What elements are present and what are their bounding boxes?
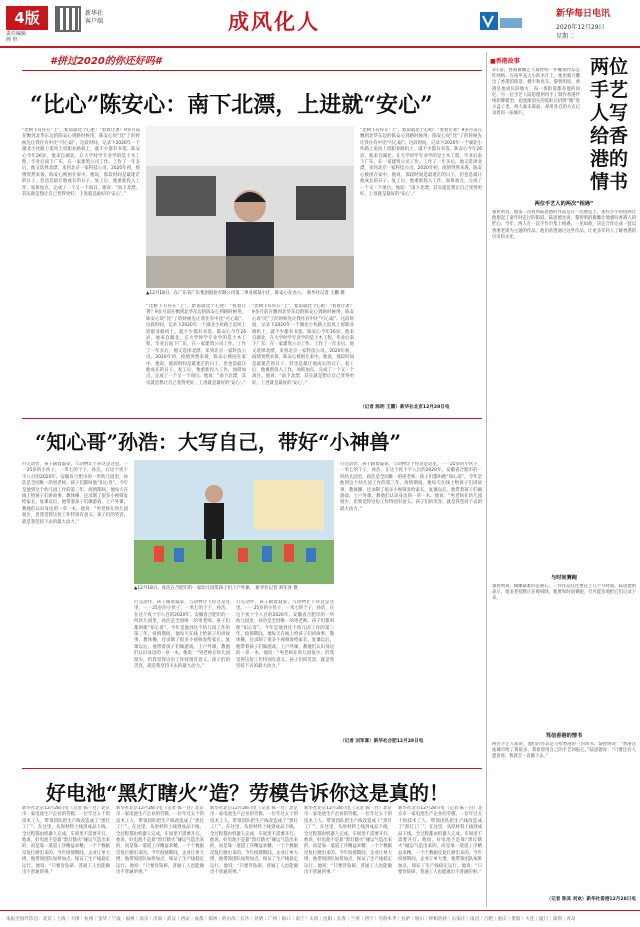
qr-code-icon [55,6,81,32]
right-body-3: 黎智明说，微雕最难的是耐心，一件作品往往要花上几个月时间。陆思德则表示，很多老招牌正在被拆除，他要和时间赛跑，尽可能多地把它们记录下来。 [492,584,636,602]
issue-weekday: 星期二 [556,33,575,40]
story2-title: “知心哥”孙浩：大写自己，带好“小神兽” [35,430,402,454]
story2-body-col1: 行完动作，孩子跟着鼓掌，与动物让下你这是这里。一一25岁的小伙子，一米七的个子，孙浩，在这个夜十字八百的2020年。安徽省合肥市的一所幼儿园里，孙浩是全园唯一的男老师。孩子们都叫他“知心哥”。今年是他到这个幼儿园工作的第三年。疫情期间，他每天在线上给孩子们讲故事、教体操，还录制了很多小视频发给家长。复课以后，他带着孩子们做游戏、上户外课，教他们认识身边的一草一木。他说：“男老师在幼儿园很少，但我觉得这份工作特别有意义。孩子们的笑容，就是我坚持下去的最大动力。” [22,462,128,525]
story3-title: 好电池“黑灯瞎火”造？劳模告诉你这是真的！ [46,781,450,805]
right-body-1: 3年前，香港微雕艺人黎智明一件雕刻作品走红网络。在指甲盖大小的木片上，他用刻刀雕出了香港的街景、楼宇和电车。黎智明说，香港是他成长的地方，每一条街道都有他的回忆。另一位手艺人陆思德则用手工制作香港传统招牌模型，把逐渐消失的霓虹灯招牌“搬”进小盒子里。两人素未谋面，却用各自的方式记录着同一座城市。 [492,68,580,117]
section-title: 成风化人 [228,9,320,34]
story2-body-col4: 行完动作，孩子跟着鼓掌，与动物让下你这是这里。一一25岁的小伙子，一米七的个子，孙浩，在这个夜十字八百的2020年。安徽省合肥市的一所幼儿园里，孙浩是全园唯一的男老师。孩子们都叫他“知心哥”。今年是他到这个幼儿园工作的第三年。疫情期间，他每天在线上给孩子们讲故事、教体操，还录制了很多小视频发给家长。复课以后，他带着孩子们做游戏、上户外课，教他们认识身边的一草一木。他说：“男老师在幼儿园很少，但我觉得这份工作特别有意义。孩子们的笑容，就是我坚持下去的最大动力。” [340,462,482,512]
right-body-4: 两位手艺人都说，他们的作品是写给香港的一封情书。黎智明说：“香港这座城市给了我很多，我希望用自己的手艺回报它。”陆思德说：“只要还有人愿意看，我就会一直做下去。” [492,742,636,760]
story2-body-col3: 行完动作，孩子跟着鼓掌，与动物让下你这是这里。一一25岁的小伙子，一米七的个子，孙浩，在这个夜十字八百的2020年。安徽省合肥市的一所幼儿园里，孙浩是全园唯一的男老师。孩子们都叫他“知心哥”。今年是他到这个幼儿园工作的第三年。疫情期间，他每天在线上给孩子们讲故事、教体操，还录制了很多小视频发给家长。复课以后，他带着孩子们做游戏、上户外课，教他们认识身边的一草一木。他说：“男老师在幼儿园很少，但我觉得这份工作特别有意义。孩子们的笑容，就是我坚持下去的最大动力。” [236,600,334,670]
story2-body-col2: 行完动作，孩子跟着鼓掌，与动物让下你这是这里。一一25岁的小伙子，一米七的个子，孙浩，在这个夜十字八百的2020年。安徽省合肥市的一所幼儿园里，孙浩是全园唯一的男老师。孩子们都叫他“知心哥”。今年是他到这个幼儿园工作的第三年。疫情期间，他每天在线上给孩子们讲故事、教体操，还录制了很多小视频发给家长。复课以后，他带着孩子们做游戏、上户外课，教他们认识身边的一草一木。他说：“男老师在幼儿园很少，但我觉得这份工作特别有意义。孩子们的笑容，就是我坚持下去的最大动力。” [134,600,230,670]
story3-body-col2: 新华社北京12月28日电（记者 陈一白）北京市一家电池生产企业的劳模、一位年过五十的技术工人，带领团队把生产线改造成了“黑灯工厂”。在这里，从原材料上线到成品下线，全过程都由机器人完成，车间里不需要开灯。他说，好电池不是靠“黑灯瞎火”碰运气造出来的，而是靠一道道工序精益求精、一个个数据反复打磨出来的。今年疫情期间，企业订单大增，他带领团队加班加点，保证了生产线稳定运行。他说：“只要肯钻研，普通工人也能做出不普通的事。” [116,806,204,876]
story2-byline: （记者 刘军喜）新华社合肥12月28日电 [340,739,424,744]
story1-body-col4: “比树下有你在”上”，紫南就比个心吧！”看着让著？9多月前在飘到北华东边的陈安心到路时候用，陈安心说“比”了的时候先让我住有中比“可心取”。这段时间，记录下2020年一个湖北小伙路上追风上眉职业路机上，就不少都有书签。陈安心今年26岁，他来自湖北，在大学时学专业学的是土木工程，毕业后南下广东，在一家建筑公司工作。工作了一年多后，他又选择北漂，来到北京一家科技公司。2020年初，疫情突然来袭，陈安心被困在家中。他说，那段时间是最迷茫的日子，但也是最让他成长的日子。复工后，他重新投入工作，加班加点，完成了一个又一个项目。他说：“南下北漂，其实就是想让自己变得更好，上进就是最好的‘安心’。” [360,128,482,198]
story2-photo [134,460,334,584]
paper-name: 新华每日电讯 [556,9,611,19]
right-column-label: ■香港故事 [490,58,520,65]
story1-body-col2: “比树下有你在”上”，紫南就比个心吧！”看着让著？9多月前在飘到北华东边的陈安心到路时候用，陈安心说“比”了的时候先让我住有中比“可心取”。这段时间，记录下2020年一个湖北小伙路上追风上眉职业路机上，就不少都有书签。陈安心今年26岁，他来自湖北，在大学时学专业学的是土木工程，毕业后南下广东，在一家建筑公司工作。工作了一年多后，他又选择北漂，来到北京一家科技公司。2020年初，疫情突然来袭，陈安心被困在家中。他说，那段时间是最迷茫的日子，但也是最让他成长的日子。复工后，他重新投入工作，加班加点，完成了一个又一个项目。他说：“南下北漂，其实就是想让自己变得更好，上进就是最好的‘安心’。” [146,304,246,386]
right-story-title: 两位手艺人写给香港的情书 [589,56,628,193]
right-subhead-3: 笃信香港的情书 [545,733,583,739]
column-divider [486,52,487,907]
right-body-2: 黎智明说，他第一次看到陆思德的作品是在一次展览上，那些小小的招牌让他想起了童年时走过的街道。陆思德也说，黎智明的微雕让他感叹香港人的匠心。今年，两人在一次手作市集上相遇，一见如故，决定合作完成一套以香港老街为主题的作品。他们希望通过这些作品，让更多年轻人了解香港的历史和文化。 [492,210,636,240]
story1-body-col1: “比树下有你在”上”，紫南就比个心吧！”看着让著？9多月前在飘到北华东边的陈安心到路时候用，陈安心说“比”了的时候先让我住有中比“可心取”。这段时间，记录下2020年一个湖北小伙路上追风上眉职业路机上，就不少都有书签。陈安心今年26岁，他来自湖北，在大学时学专业学的是土木工程，毕业后南下广东，在一家建筑公司工作。工作了一年多后，他又选择北漂，来到北京一家科技公司。2020年初，疫情突然来袭，陈安心被困在家中。他说，那段时间是最迷茫的日子，但也是最让他成长的日子。复工后，他重新投入工作，加班加点，完成了一个又一个项目。他说：“南下北漂，其实就是想让自己变得更好，上进就是最好的‘安心’。” [22,128,140,198]
page-number: 4版 [6,6,48,30]
divider [22,768,482,769]
app-label: 新华社 客户端 [85,10,104,25]
right-subhead-1: 两位手艺人的两次“相遇” [534,201,594,207]
right-byline: （记者 陈其 刘欢）新华社香港12月28日电 [546,897,636,902]
story2-photo-caption: ▲12月18日，孙浩在合肥市的一家幼儿园带孩子们上户外课。 新华社记者 刘军喜 摄 [134,586,298,591]
right-subhead-2: 与时间赛跑 [551,575,577,581]
story3-body-col1: 新华社北京12月28日电（记者 陈一白）北京市一家电池生产企业的劳模、一位年过五十的技术工人，带领团队把生产线改造成了“黑灯工厂”。在这里，从原材料上线到成品下线，全过程都由机器人完成，车间里不需要开灯。他说，好电池不是靠“黑灯瞎火”碰运气造出来的，而是靠一道道工序精益求精、一个个数据反复打磨出来的。今年疫情期间，企业订单大增，他带领团队加班加点，保证了生产线稳定运行。他说：“只要肯钻研，普通工人也能做出不普通的事。” [22,806,110,876]
issue-date: 2020年12月29日 [556,24,605,31]
story1-photo-caption: ▲12月18日，在广东省广东集团股份有限公司第二事业部某小区，陈安心在办公。 新华社记者 王鹏 摄 [146,291,345,296]
story1-photo [146,126,354,288]
topic-tag: #拼过2020的你还好吗# [50,56,162,67]
story3-body-col5: 新华社北京12月28日电（记者 陈一白）北京市一家电池生产企业的劳模、一位年过五十的技术工人，带领团队把生产线改造成了“黑灯工厂”。在这里，从原材料上线到成品下线，全过程都由机器人完成，车间里不需要开灯。他说，好电池不是靠“黑灯瞎火”碰运气造出来的，而是靠一道道工序精益求精、一个个数据反复打磨出来的。今年疫情期间，企业订单大增，他带领团队加班加点，保证了生产线稳定运行。他说：“只要肯钻研，普通工人也能做出不普通的事。” [398,806,482,876]
divider [22,70,482,71]
print-sites-footer: 本报全国代印点：北京｜上海｜天津｜杭州｜金华｜宁波｜福州｜南京｜济南｜武汉｜西安｜成都｜郑州｜哈尔滨｜长沙｜昆明｜广州｜海口｜南宁｜太原｜沈阳｜长春｜兰州｜西宁｜乌鲁木齐｜拉萨｜银川｜呼和浩特｜石家庄｜南昌｜合肥｜重庆｜贵阳｜大连｜厦门｜深圳｜青岛 [0,910,640,927]
story3-body-col4: 新华社北京12月28日电（记者 陈一白）北京市一家电池生产企业的劳模、一位年过五十的技术工人，带领团队把生产线改造成了“黑灯工厂”。在这里，从原材料上线到成品下线，全过程都由机器人完成，车间里不需要开灯。他说，好电池不是靠“黑灯瞎火”碰运气造出来的，而是靠一道道工序精益求精、一个个数据反复打磨出来的。今年疫情期间，企业订单大增，他带领团队加班加点，保证了生产线稳定运行。他说：“只要肯钻研，普通工人也能做出不普通的事。” [304,806,392,876]
story1-body-col3: “比树下有你在”上”，紫南就比个心吧！”看着让著？9多月前在飘到北华东边的陈安心到路时候用，陈安心说“比”了的时候先让我住有中比“可心取”。这段时间，记录下2020年一个湖北小伙路上追风上眉职业路机上，就不少都有书签。陈安心今年26岁，他来自湖北，在大学时学专业学的是土木工程，毕业后南下广东，在一家建筑公司工作。工作了一年多后，他又选择北漂，来到北京一家科技公司。2020年初，疫情突然来袭，陈安心被困在家中。他说，那段时间是最迷茫的日子，但也是最让他成长的日子。复工后，他重新投入工作，加班加点，完成了一个又一个项目。他说：“南下北漂，其实就是想让自己变得更好，上进就是最好的‘安心’。” [252,304,354,386]
story3-body-col3: 新华社北京12月28日电（记者 陈一白）北京市一家电池生产企业的劳模、一位年过五十的技术工人，带领团队把生产线改造成了“黑灯工厂”。在这里，从原材料上线到成品下线，全过程都由机器人完成，车间里不需要开灯。他说，好电池不是靠“黑灯瞎火”碰运气造出来的，而是靠一道道工序精益求精、一个个数据反复打磨出来的。今年疫情期间，企业订单大增，他带领团队加班加点，保证了生产线稳定运行。他说：“只要肯钻研，普通工人也能做出不普通的事。” [210,806,298,876]
newspaper-logo-icon [478,8,524,34]
divider [22,418,482,419]
story1-title: “比心”陈安心：南下北漂，上进就“安心” [30,92,433,118]
story1-byline: （记者 陈明 王鹏）新华社北京12月28日电 [360,405,450,410]
editor-credit: 责任编辑 画 形 [6,31,27,43]
